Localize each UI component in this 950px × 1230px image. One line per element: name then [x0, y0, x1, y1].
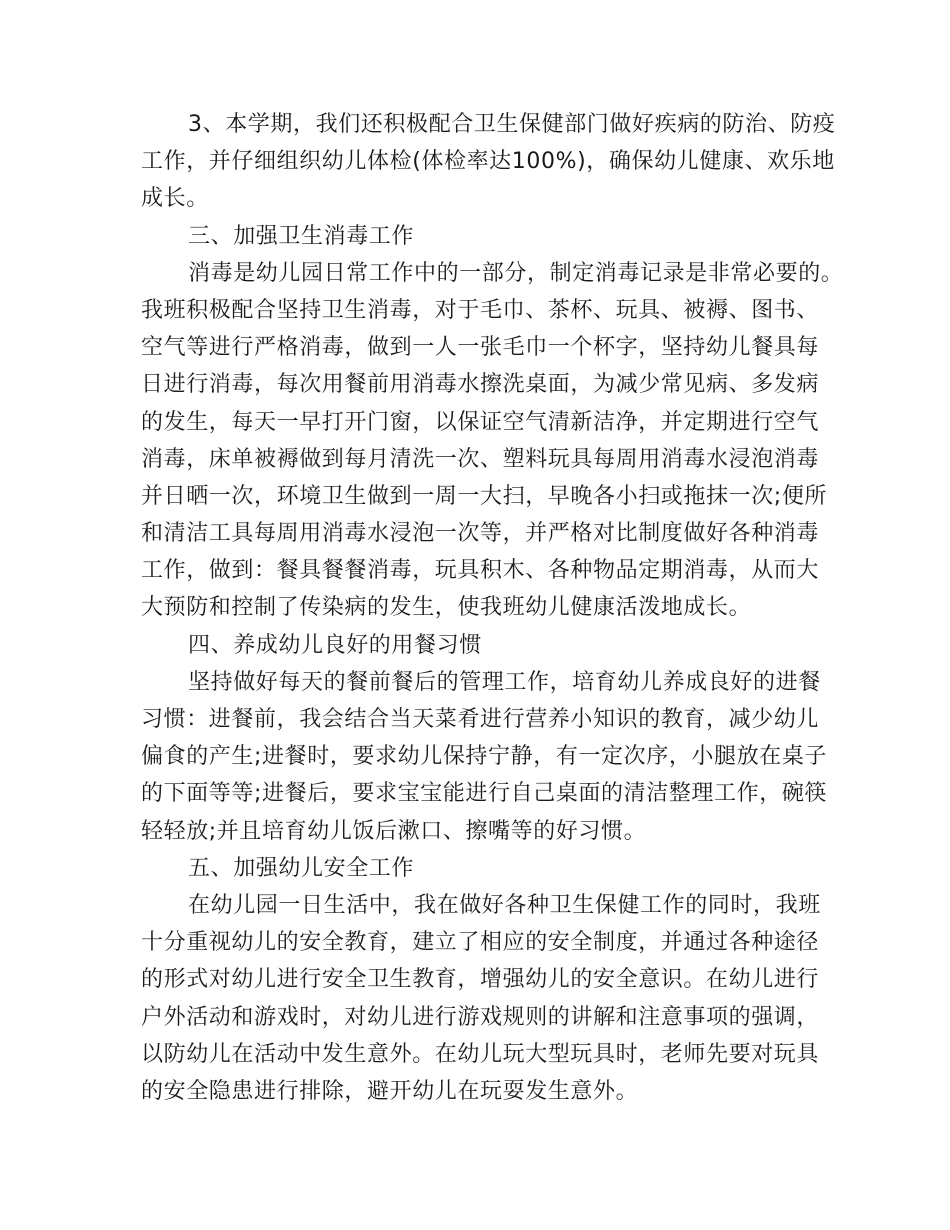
text-line: 轻轻放;并且培育幼儿饭后漱口、擦嘴等的好习惯。 [141, 818, 647, 844]
text-line: 的发生，每天一早打开门窗，以保证空气清新洁净，并定期进行空气 [141, 409, 820, 435]
text-line: 习惯：进餐前，我会结合当天菜肴进行营养小知识的教育，减少幼儿 [141, 707, 820, 732]
text-line: 我班积极配合坚持卫生消毒，对于毛巾、茶杯、玩具、被褥、图书、 [141, 297, 820, 323]
section-heading: 三、加强卫生消毒工作 [188, 223, 415, 249]
text-line: 消毒是幼儿园日常工作中的一部分，制定消毒记录是非常必要的。 [188, 260, 844, 286]
text-line: 偏食的产生;进餐时，要求幼儿保持宁静，有一定次序，小腿放在桌子 [141, 744, 828, 770]
text-line: 工作，做到：餐具餐餐消毒，玩具积木、各种物品定期消毒，从而大 [141, 558, 820, 584]
text-line: 坚持做好每天的餐前餐后的管理工作，培育幼儿养成良好的进餐 [188, 669, 821, 695]
text-line: 以防幼儿在活动中发生意外。在幼儿玩大型玩具时，老师先要对玩具 [141, 1041, 820, 1067]
text-line: 大预防和控制了传染病的发生，使我班幼儿健康活泼地成长。 [141, 595, 752, 621]
text-line: 并日晒一次，环境卫生做到一周一大扫，早晚各小扫或拖抹一次;便所 [141, 483, 828, 509]
text-line: 的形式对幼儿进行安全卫生教育，增强幼儿的安全意识。在幼儿进行 [141, 967, 820, 993]
text-line: 3、本学期，我们还积极配合卫生保健部门做好疾病的防治、防疫 [188, 112, 836, 137]
text-line: 和清洁工具每周用消毒水浸泡一次等，并严格对比制度做好各种消毒 [141, 521, 820, 547]
text-line: 空气等进行严格消毒，做到一人一张毛巾一个杯字，坚持幼儿餐具每 [141, 335, 820, 361]
text-line: 成长。 [141, 186, 209, 212]
text-line: 户外活动和游戏时，对幼儿进行游戏规则的讲解和注意事项的强调， [141, 1004, 820, 1030]
text-line: 的下面等等;进餐后，要求宝宝能进行自己桌面的清洁整理工作，碗筷 [141, 781, 828, 807]
text-line: 在幼儿园一日生活中，我在做好各种卫生保健工作的同时，我班 [188, 892, 821, 918]
text-line: 日进行消毒，每次用餐前用消毒水擦洗桌面，为减少常见病、多发病 [141, 372, 820, 398]
text-line: 的安全隐患进行排除，避开幼儿在玩耍发生意外。 [141, 1078, 639, 1104]
text-line: 消毒，床单被褥做到每月清洗一次、塑料玩具每周用消毒水浸泡消毒 [141, 446, 820, 472]
section-heading: 五、加强幼儿安全工作 [188, 855, 415, 881]
text-line: 十分重视幼儿的安全教育，建立了相应的安全制度，并通过各种途径 [141, 930, 820, 956]
text-line: 工作，并仔细组织幼儿体检(体检率达100%)，确保幼儿健康、欢乐地 [141, 149, 835, 175]
document-body [141, 106, 844, 1110]
section-heading: 四、养成幼儿良好的用餐习惯 [188, 632, 482, 658]
